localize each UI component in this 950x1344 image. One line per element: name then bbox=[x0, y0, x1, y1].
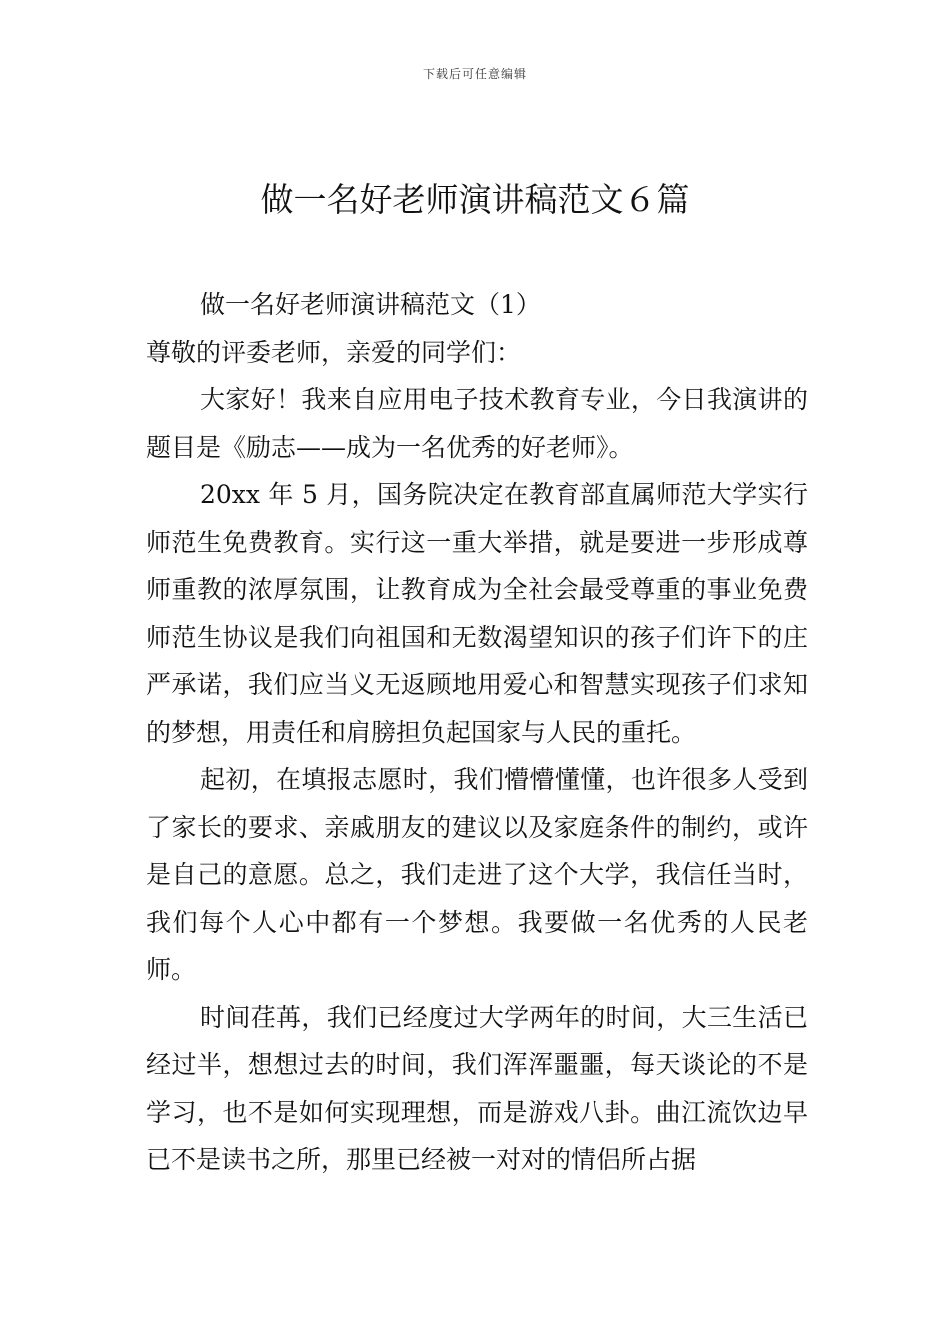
body-paragraph: 起初，在填报志愿时，我们懵懵懂懂，也许很多人受到了家长的要求、亲戚朋友的建议以及家庭条件的制约，或许是自己的意愿。总之，我们走进了这个大学，我信任当时，我们每个人心中都有一个梦想。我要做一名优秀的人民老师。 bbox=[146, 765, 808, 984]
section-heading: 做一名好老师演讲稿范文（1） bbox=[200, 290, 541, 319]
body-paragraph: 大家好！我来自应用电子技术教育专业，今日我演讲的题目是《励志——成为一名优秀的好老师》。 bbox=[146, 385, 808, 462]
page-header-note: 下载后可任意编辑 bbox=[422, 67, 527, 81]
document-body bbox=[146, 281, 808, 1184]
body-paragraph: 20xx 年 5 月，国务院决定在教育部直属师范大学实行师范生免费教育。实行这一重大举措，就是要进一步形成尊师重教的浓厚氛围，让教育成为全社会最受尊重的事业免费师范生协议是我们向祖国和无数渴望知识的孩子们许下的庄严承诺，我们应当义无返顾地用爱心和智慧实现孩子们求知的梦想，用责任和肩膀担负起国家与人民的重托。 bbox=[146, 480, 808, 747]
salutation: 尊敬的评委老师，亲爱的同学们： bbox=[146, 337, 522, 367]
body-paragraph: 时间荏苒，我们已经度过大学两年的时间，大三生活已经过半，想想过去的时间，我们浑浑噩噩，每天谈论的不是学习，也不是如何实现理想，而是游戏八卦。曲江流饮边早已不是读书之所，那里已经被一对对的情侣所占据 bbox=[146, 1002, 808, 1174]
document-title: 做一名好老师演讲稿范文６篇 bbox=[260, 180, 690, 219]
